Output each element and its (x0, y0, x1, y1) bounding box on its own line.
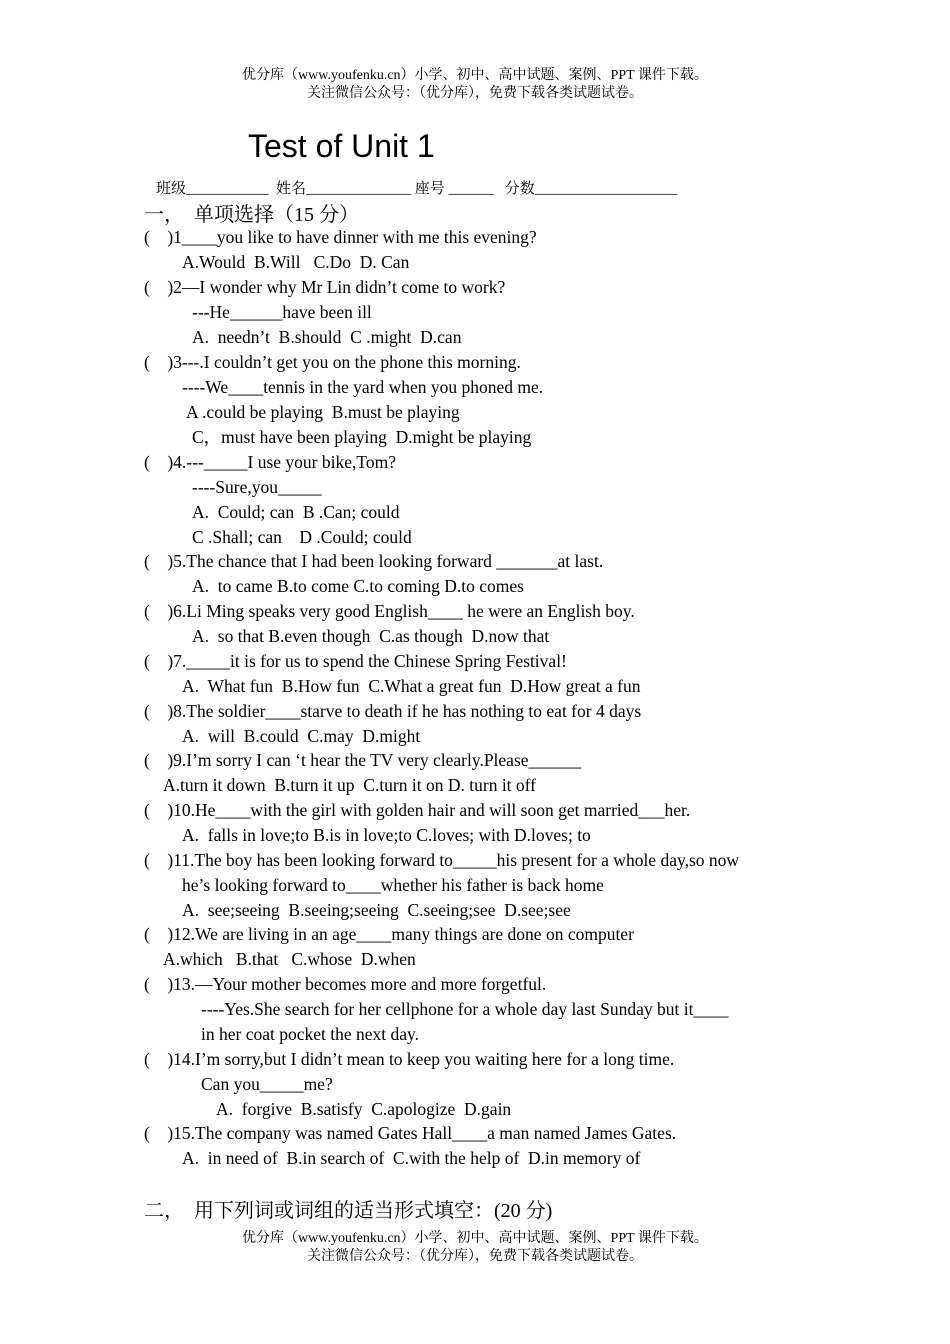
dialogue-line: ----Sure,you_____ (192, 477, 322, 497)
question-line: ( )3---.I couldn’t get you on the phone this morning. (144, 352, 521, 372)
question-line: ( )14.I’m sorry,but I didn’t mean to keep you waiting here for a long time. (144, 1049, 675, 1069)
option-line: A. What fun B.How fun C.What a great fun D.How great a fun (182, 676, 641, 696)
question-line: ( )5.The chance that I had been looking forward _______at last. (144, 551, 604, 571)
section-1-heading: 一， 单项选择（15 分） (144, 204, 359, 226)
question-line: ( )4.---_____I use your bike,Tom? (144, 452, 396, 472)
option-line: A. Could; can B .Can; could (192, 502, 400, 522)
page-footer (0, 1230, 950, 1266)
section-2-heading: 二， 用下列词或词组的适当形式填空：(20 分) (144, 1200, 553, 1222)
question-line: ( )11.The boy has been looking forward to_____his present for a whole day,so now (144, 850, 740, 870)
question-line: ( )1____you like to have dinner with me this evening? (144, 227, 537, 247)
option-line: A.turn it down B.turn it up C.turn it on D. turn it off (163, 775, 537, 795)
option-line: A. forgive B.satisfy C.apologize D.gain (216, 1099, 512, 1119)
footer-line-2: 关注微信公众号：（优分库），免费下载各类试题试卷。 (307, 1249, 643, 1264)
question-line: ( )9.I’m sorry I can ‘t hear the TV very clearly.Please______ (144, 750, 582, 770)
question-line: ( )13.—Your mother becomes more and more forgetful. (144, 974, 547, 994)
question-line: ( )12.We are living in an age____many things are done on computer (144, 924, 634, 944)
student-info-line: 班级___________ 姓名______________ 座号 ______ 分数___________________ (156, 181, 678, 197)
option-line: A. in need of B.in search of C.with the help of D.in memory of (182, 1148, 641, 1168)
option-line: A. falls in love;to B.is in love;to C.loves; with D.loves; to (182, 825, 591, 845)
header-line-1: 优分库（www.youfenku.cn）小学、初中、高中试题、案例、PPT 课件下载。 (242, 68, 708, 83)
dialogue-line: ----We____tennis in the yard when you phoned me. (182, 377, 544, 397)
question-line: ( )6.Li Ming speaks very good English____ he were an English boy. (144, 601, 635, 621)
question-line: ( )8.The soldier____starve to death if he has nothing to eat for 4 days (144, 701, 642, 721)
dialogue-line: ---He______have been ill (192, 302, 372, 322)
header-line-2: 关注微信公众号：（优分库），免费下载各类试题试卷。 (307, 86, 643, 101)
dialogue-line: in her coat pocket the next day. (201, 1024, 420, 1044)
option-line: A.which B.that C.whose D.when (163, 949, 416, 969)
page-title: Test of Unit 1 (248, 128, 435, 164)
question-line: ( )2—I wonder why Mr Lin didn’t come to work? (144, 277, 506, 297)
question-line: ( )7._____it is for us to spend the Chinese Spring Festival! (144, 651, 567, 671)
option-line: A. so that B.even though C.as though D.now that (192, 626, 550, 646)
option-line: C .Shall; can D .Could; could (192, 527, 412, 547)
page-header (0, 67, 950, 103)
option-line: A. will B.could C.may D.might (182, 726, 421, 746)
dialogue-line: ----Yes.She search for her cellphone for a whole day last Sunday but it____ (201, 999, 729, 1019)
option-line: A. see;seeing B.seeing;seeing C.seeing;see D.see;see (182, 900, 571, 920)
question-continuation-line: he’s looking forward to____whether his father is back home (182, 875, 604, 895)
option-line: A .could be playing B.must be playing (186, 402, 460, 422)
question-line: ( )10.He____with the girl with golden hair and will soon get married___her. (144, 800, 691, 820)
question-line: ( )15.The company was named Gates Hall____a man named James Gates. (144, 1123, 677, 1143)
option-line: A.Would B.Will C.Do D. Can (182, 252, 410, 272)
option-line: A. needn’t B.should C .might D.can (192, 327, 462, 347)
option-line: A. to came B.to come C.to coming D.to comes (192, 576, 524, 596)
footer-line-1: 优分库（www.youfenku.cn）小学、初中、高中试题、案例、PPT 课件下载。 (242, 1231, 708, 1246)
option-line: C，must have been playing D.might be playing (192, 427, 532, 447)
question-continuation-line: Can you_____me? (201, 1074, 333, 1094)
